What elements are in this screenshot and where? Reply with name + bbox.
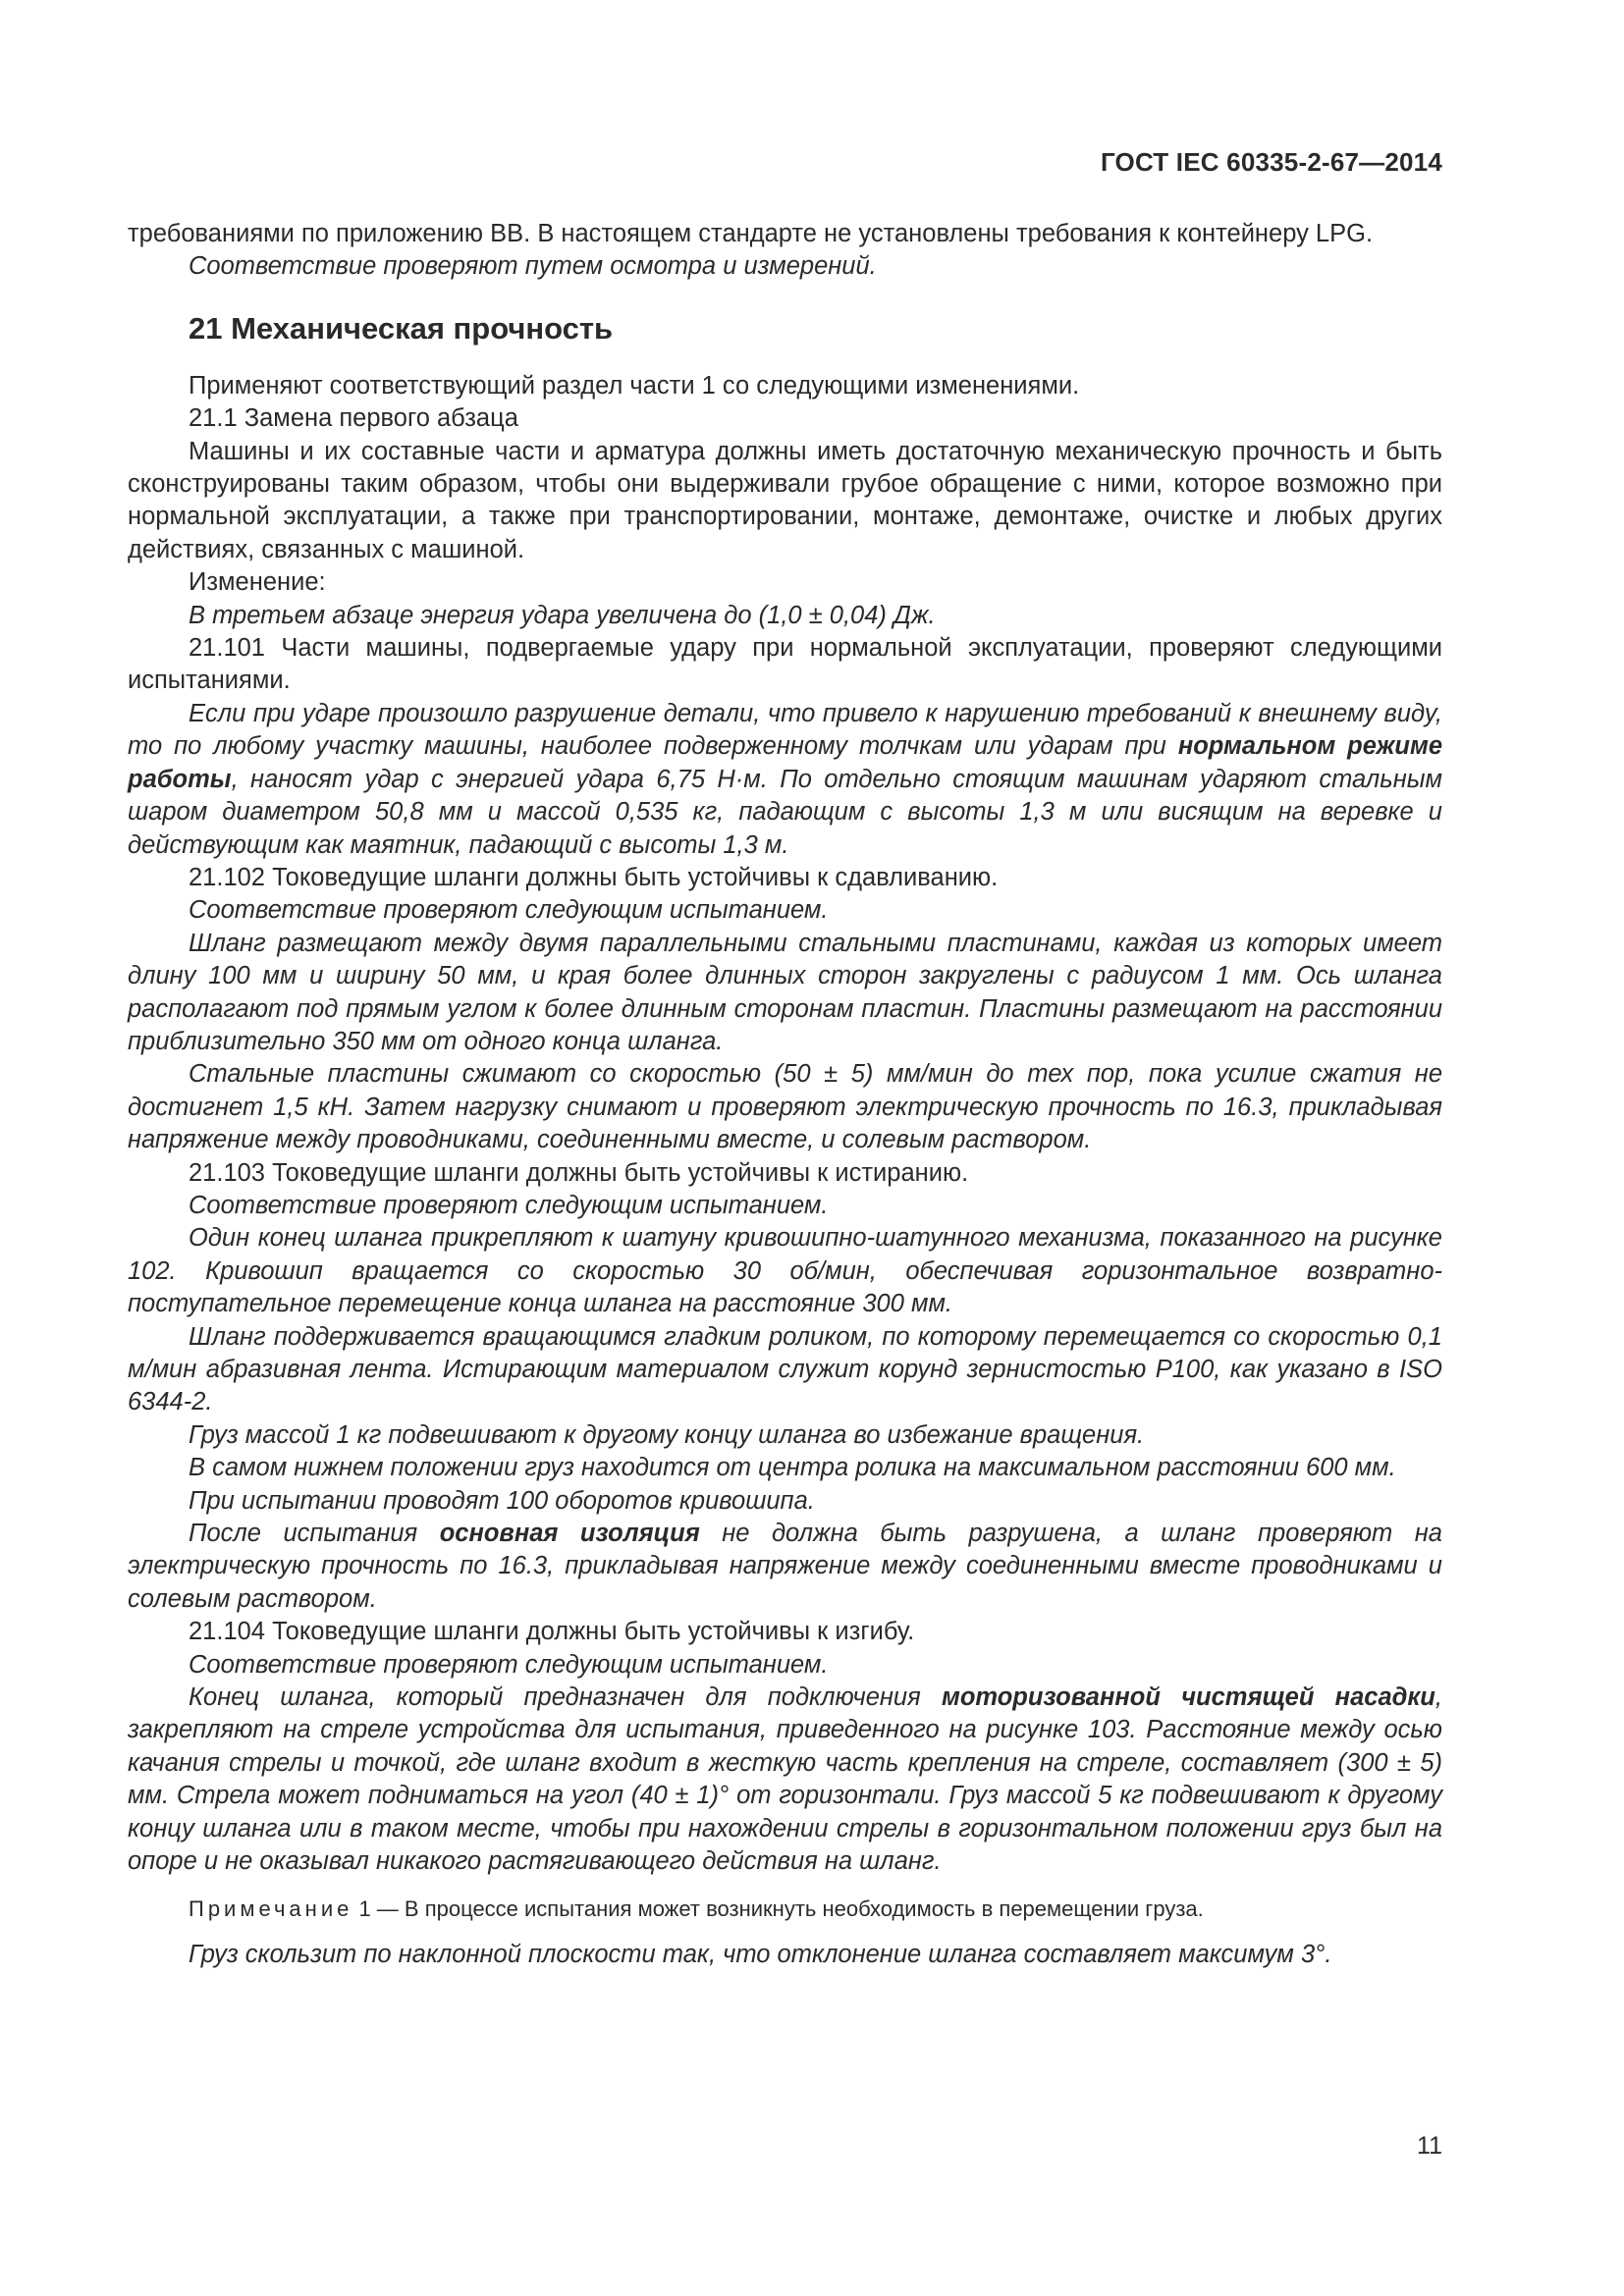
text-run: , закрепляют на стреле устройства для испытания, приведенного на рисунке 103. Расстояние между осью качания стрелы и точкой, где шланг входит в жесткую часть крепления на стреле, составляет (300 ± 5) мм. Стрела может подниматься на угол (40 ± 1)° от горизонтали. Груз массой 5 кг подвешивают к другому концу шланга или в таком месте, чтобы при нахождении стрелы в горизонтальном положении груз был на опоре и не оказывал никакого растягивающего действия на шланг.	[128, 1683, 1442, 1876]
paragraph-italic	[128, 1682, 1442, 1878]
paragraph: Машины и их составные части и арматура должны иметь достаточную механическую прочность и быть сконструированы таким образом, чтобы они выдерживали грубое обращение с ними, которое возможно при нормальной эксплуатации, а также при транспортировании, монтаже, демонтаже, очистке и любых других действиях, связанных с машиной.	[128, 437, 1442, 563]
clause-paragraph: 21.103 Токоведущие шланги должны быть устойчивы к истиранию.	[189, 1158, 969, 1187]
term-bold: основная изоляция	[439, 1520, 700, 1548]
paragraph-italic: Груз скользит по наклонной плоскости так, что отклонение шланга составляет максимум 3°.	[189, 1940, 1332, 1968]
note-text: 1 — В процессе испытания может возникнуть необходимость в перемещении груза.	[352, 1896, 1204, 1921]
text-run: Если при ударе произошло разрушение детали, что привело к нарушению требований к внешнему виду, то по любому участку машины, наиболее подверженному толчкам или ударам при	[128, 699, 1442, 761]
text-run: , наносят удар с энергией удара 6,75 Н·м. По отдельно стоящим машинам ударяют стальным шаром диаметром 50,8 мм и массой 0,535 кг, падающим с высоты 1,3 м или висящим на веревке и действующим как маятник, падающий с высоты 1,3 м.	[128, 765, 1442, 859]
document-header-code: ГОСТ IEC 60335-2-67—2014	[1100, 147, 1442, 177]
paragraph: Изменение:	[189, 568, 326, 597]
paragraph-italic: Стальные пластины сжимают со скоростью (50 ± 5) мм/мин до тех пор, пока усилие сжатия не достигнет 1,5 кН. Затем нагрузку снимают и проверяют электрическую прочность по 16.3, прикладывая напряжение между проводниками, соединенными вместе, и солевым раствором.	[128, 1060, 1442, 1154]
paragraph-compliance: Соответствие проверяют следующим испытанием.	[189, 1191, 829, 1219]
paragraph-italic: Один конец шланга прикрепляют к шатуну кривошипно-шатунного механизма, показанного на рисунке 102. Кривошип вращается со скоростью 30 об/мин, обеспечивая горизонтальное возвратно-поступательное перемещение конца шланга на расстояние 300 мм.	[128, 1224, 1442, 1318]
text-run: Конец шланга, который предназначен для подключения	[189, 1683, 942, 1712]
clause-paragraph: 21.101 Части машины, подвергаемые удару при нормальной эксплуатации, проверяют следующими испытаниями.	[128, 634, 1442, 695]
term-bold: нормальном режиме работы	[128, 732, 1443, 793]
term-bold: моторизованной чистящей насадки	[941, 1683, 1435, 1712]
clause-paragraph: 21.102 Токоведущие шланги должны быть устойчивы к сдавливанию.	[189, 863, 999, 891]
paragraph-italic: Шланг размещают между двумя параллельными стальными пластинами, каждая из которых имеет длину 100 мм и ширину 50 мм, и края более длинных сторон закруглены с радиусом 1 мм. Ось шланга располагают под прямым углом к более длинным сторонам пластин. Пластины размещают на расстоянии приблизительно 350 мм от одного конца шланга.	[128, 929, 1442, 1055]
paragraph-compliance: Соответствие проверяют путем осмотра и измерений.	[189, 252, 877, 281]
document-body	[128, 218, 1442, 1971]
paragraph-compliance: Соответствие проверяют следующим испытанием.	[189, 896, 829, 925]
note-paragraph	[128, 1893, 1442, 1925]
text-run: не должна быть разрушена, а шланг проверяют на электрическую прочность по 16.3, прикладывая напряжение между соединенными вместе проводниками и солевым раствором.	[128, 1520, 1442, 1613]
text-run: После испытания	[189, 1520, 440, 1548]
paragraph: Применяют соответствующий раздел части 1 со следующими изменениями.	[189, 371, 1080, 400]
note-label: Примечание	[189, 1896, 353, 1921]
section-heading: 21 Механическая прочность	[189, 310, 614, 346]
paragraph-italic	[128, 1518, 1442, 1616]
paragraph-compliance: Соответствие проверяют следующим испытанием.	[189, 1650, 829, 1679]
page-number: 11	[1417, 2132, 1442, 2160]
paragraph-italic: В третьем абзаце энергия удара увеличена до (1,0 ± 0,04) Дж.	[189, 601, 936, 629]
paragraph-continuation: требованиями по приложению ВВ. В настоящем стандарте не установлены требования к контейнеру LPG.	[128, 220, 1374, 247]
paragraph-italic: Шланг поддерживается вращающимся гладким роликом, по которому перемещается со скоростью 0,1 м/мин абразивная лента. Истирающим материалом служит корунд зернистостью Р100, как указано в ISO 6344-2.	[128, 1322, 1442, 1416]
clause-heading: 21.1 Замена первого абзаца	[189, 404, 518, 433]
paragraph-italic: В самом нижнем положении груз находится от центра ролика на максимальном расстоянии 600 мм.	[189, 1454, 1396, 1482]
paragraph-italic: Груз массой 1 кг подвешивают к другому концу шланга во избежание вращения.	[189, 1420, 1145, 1449]
paragraph-italic: При испытании проводят 100 оборотов кривошипа.	[189, 1486, 815, 1515]
paragraph-italic	[128, 698, 1442, 862]
clause-paragraph: 21.104 Токоведущие шланги должны быть устойчивы к изгибу.	[189, 1618, 915, 1646]
